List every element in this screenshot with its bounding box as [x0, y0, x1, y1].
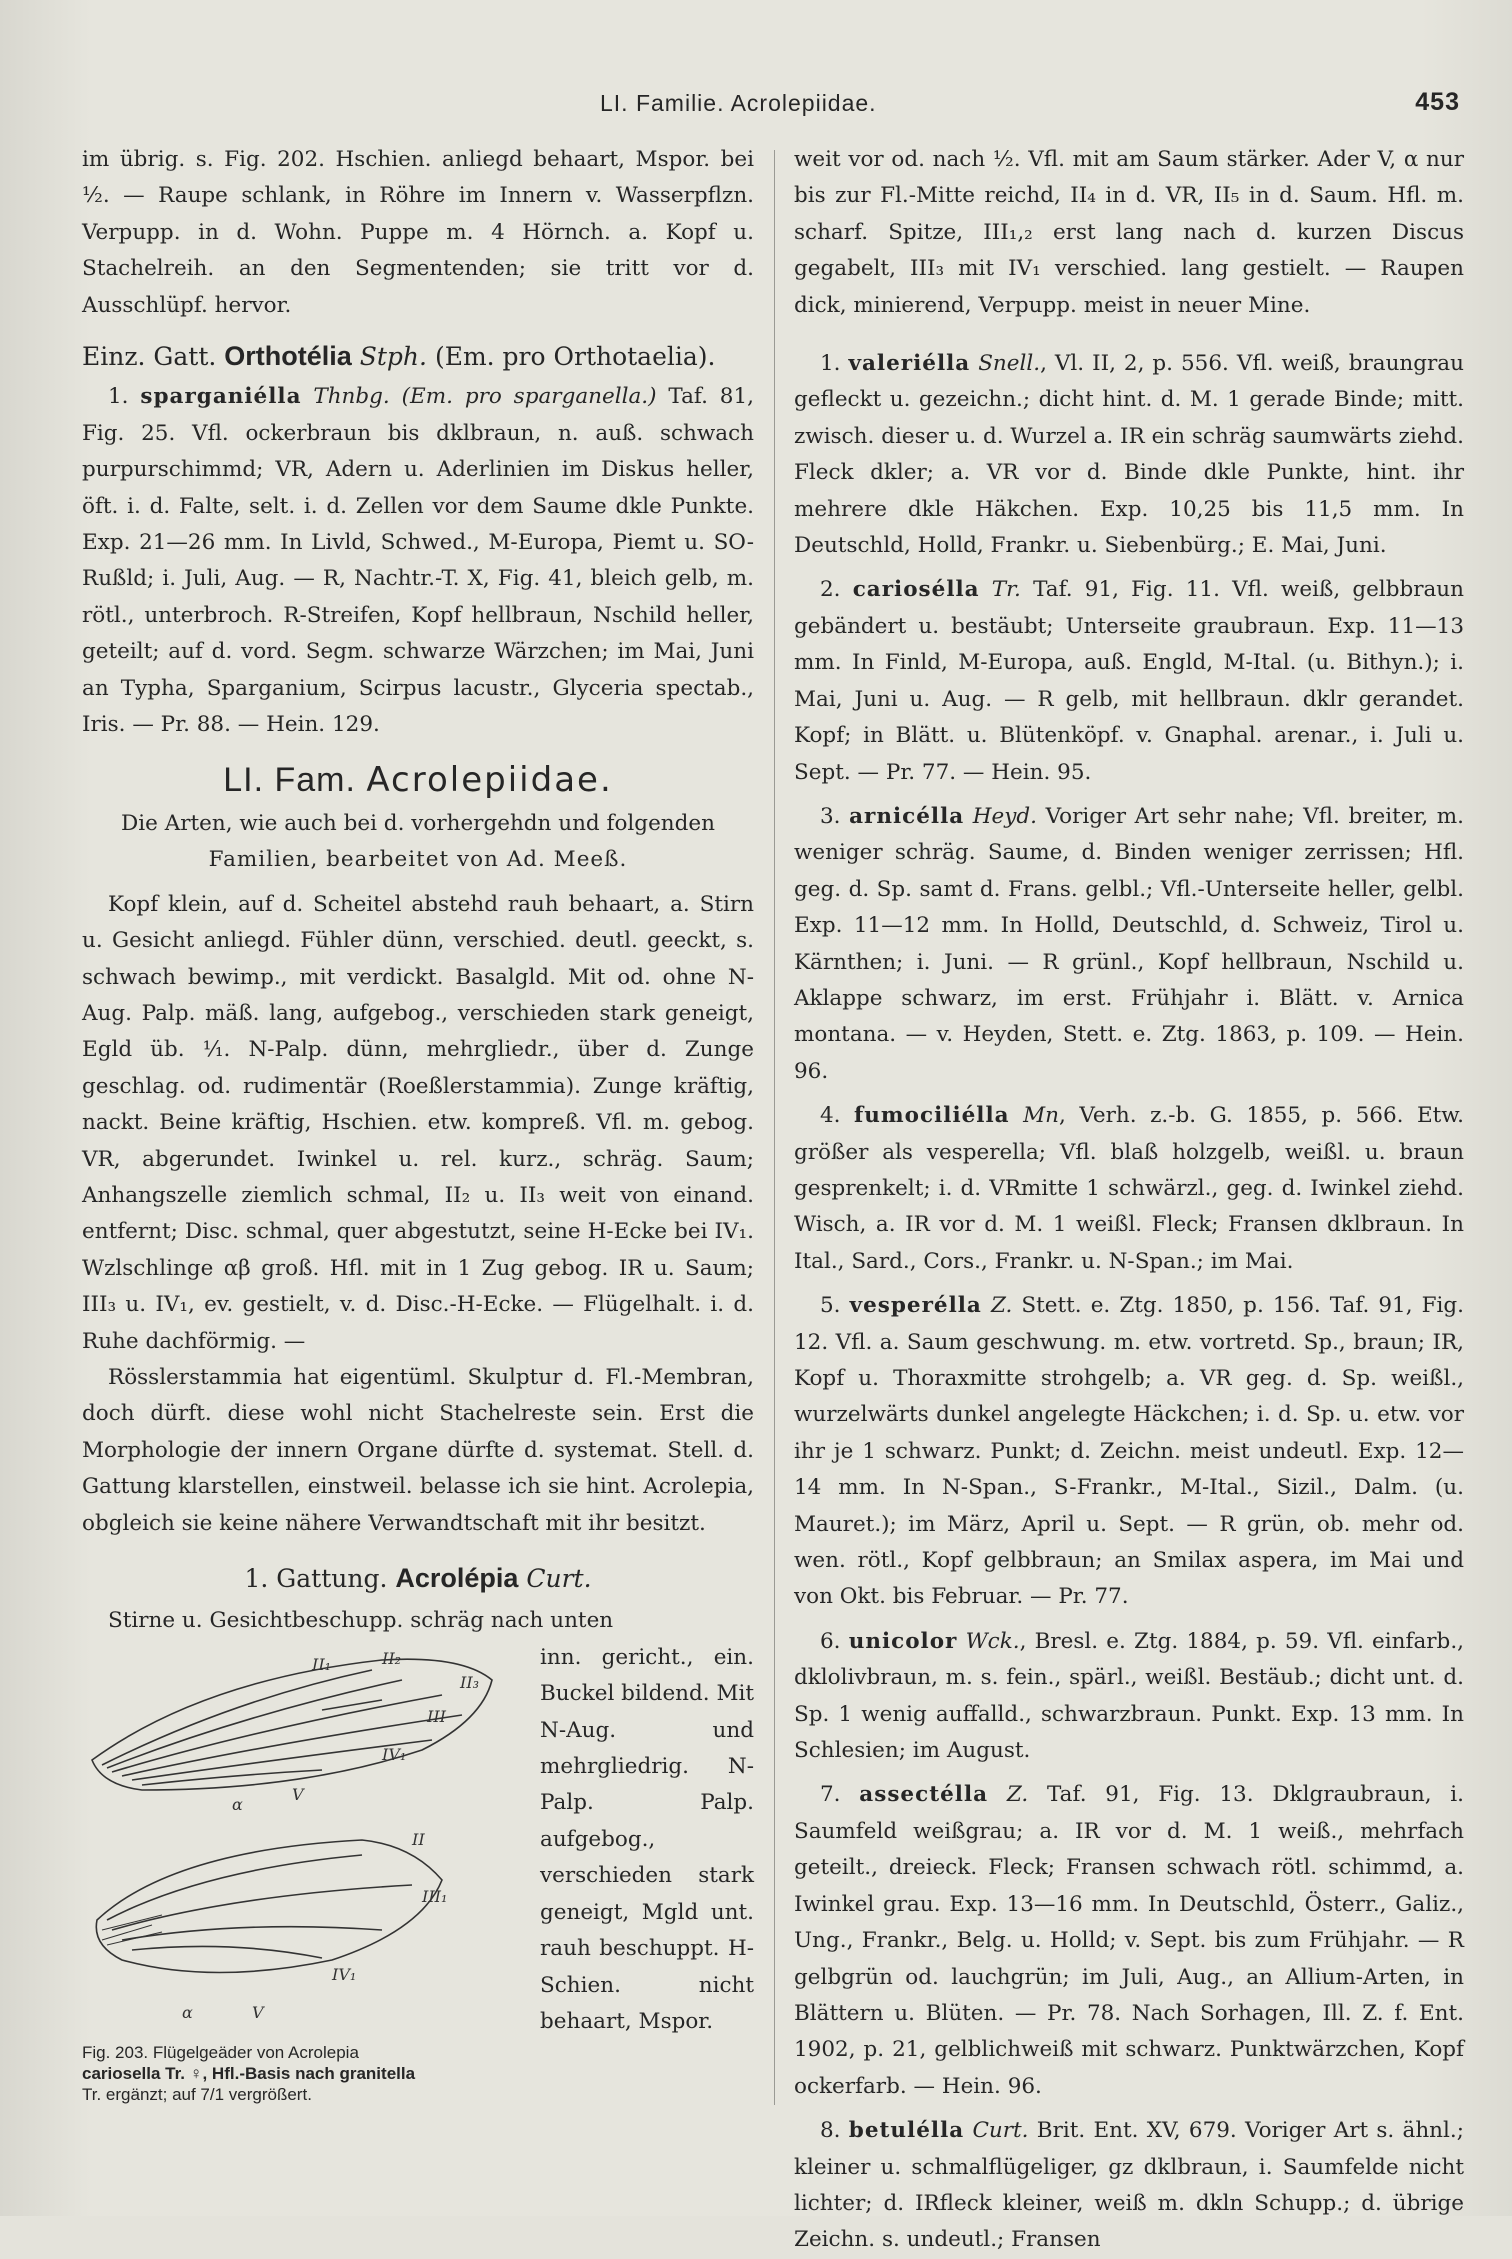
gattung-name: Acrolépia: [395, 1563, 519, 1594]
hindwing-outline: [96, 1840, 442, 1973]
family-subline-1: Die Arten, wie auch bei d. vorhergehdn und folgenden: [121, 810, 715, 836]
species-number: 4.: [820, 1103, 841, 1129]
right-column: [794, 142, 1464, 2259]
species-name: betulélla: [848, 2118, 965, 2144]
figure-caption-line: Tr. ergänzt; auf 7/1 vergrößert.: [82, 2084, 312, 2104]
species-author: Snell.: [978, 351, 1041, 377]
species-entry: [794, 572, 1464, 790]
fig-label: II₂: [382, 1648, 402, 1668]
family-name: Acrolepiidae.: [366, 759, 613, 800]
species-author: Z.: [990, 1293, 1013, 1319]
species-name: sparganiélla: [140, 384, 302, 410]
figure-block: [82, 1640, 754, 2110]
species-text: Brit. Ent. XV, 679. Voriger Art s. ähnl.; kleiner u. schmalflügeliger, gz dklbraun, i. Saumfelde nicht lichter; d. IRfleck kleiner, weiß m. dkln Schupp.; d. übrige Zeichn. s. undeutl.; Fransen: [794, 2118, 1464, 2253]
figure-caption: [82, 2042, 522, 2105]
species-author: Heyd.: [972, 803, 1038, 829]
species-text: Taf. 81, Fig. 25. Vfl. ockerbraun bis dklbraun, n. auß. schwach purpurschimmd; VR, Adern u. Aderlinien im Diskus heller, öft. i. d. Falte, selt. i. d. Zellen vor dem Saume dkle Punkte. Exp. 21—26 mm. In Livld, Schwed., M-Europa, Piemt u. SO-Rußld; i. Juli, Aug. — R, Nachtr.-T. X, Fig. 41, bleich gelb, m. rötl., unterbroch. R-Streifen, Kopf hellbraun, Nschild heller, geteilt; auf d. vord. Segm. schwarze Wärzchen; im Mai, Juni an Typha, Sparganium, Scirpus lacustr., Glyceria spectab., Iris. — Pr. 88. — Hein. 129.: [82, 384, 754, 738]
species-number: 2.: [820, 577, 841, 603]
species-name: unicolor: [848, 1628, 958, 1654]
species-entry: [794, 799, 1464, 1090]
species-entry: [794, 346, 1464, 564]
page-number: 453: [1415, 88, 1460, 116]
left-intro: im übrig. s. Fig. 202. Hschien. anliegd behaart, Mspor. bei ½. — Raupe schlank, in Röhre im Innern v. Wasserpflzn. Verpupp. in d. Wohn. Puppe m. 4 Hörnch. a. Kopf u. Stachelreih. an den Segmentenden; sie tritt vor d. Ausschlüpf. hervor.: [82, 147, 754, 318]
fig-label: V: [292, 1784, 304, 1804]
species-entry: [794, 1624, 1464, 1770]
column-divider: [774, 150, 775, 2105]
species-text: , Verh. z.-b. G. 1855, p. 566. Etw. größer als vesperella; Vfl. blaß holzgelb, weißl. u. braun gesprenkelt; i. d. VRmitte 1 schwärzl., geg. d. Iwinkel ziehd. Wisch, a. IR vor d. M. 1 weißl. Fleck; Fransen dklbraun. In Ital., Sard., Cors., Frankr. u. N-Span.; im Mai.: [794, 1103, 1464, 1274]
species-name: valeriélla: [848, 351, 971, 377]
species-number: 1.: [108, 384, 129, 410]
species-name: vesperélla: [849, 1293, 982, 1319]
left-column: [82, 142, 754, 2110]
fig-label: III₁: [422, 1886, 448, 1906]
fig-label: α: [232, 1794, 243, 1814]
species-name: assectélla: [859, 1782, 989, 1808]
species-number: 3.: [820, 803, 841, 829]
fig-label: α: [182, 2002, 193, 2022]
species-text: Taf. 91, Fig. 13. Dklgraubraun, i. Saumfeld weißgrau; a. IR vor d. M. 1 weiß., mehrfach geteilt., dreieck. Fleck; Fransen schwach rötl. schimmd, a. Iwinkel grau. Exp. 13—16 mm. In Deutschld, Österr., Galiz., Ung., Frankr., Belg. u. Holld; v. Sept. bis zum Frühjahr. — R gelbgrün od. lauchgrün; im Juli, Aug., an Allium-Arten, in Blättern u. Blüten. — Pr. 78. Nach Sorhagen, Ill. Z. f. Ent. 1902, p. 21, gelblichweiß mit schwarz. Punktwärzchen, Kopf ockerfarb. — Hein. 96.: [794, 1782, 1465, 2099]
species-author: Wck.: [965, 1628, 1020, 1654]
family-number: LI. Fam.: [223, 760, 356, 799]
species-name: fumociliélla: [854, 1103, 1010, 1129]
gattung-text-side: inn. gericht., ein. Buckel bildend. Mit N-Aug. und mehrgliedrig. N-Palp. Palp. aufgebog., verschieden stark geneigt, Mgld unt. rauh beschuppt. H-Schien. nicht behaart, Mspor.: [540, 1644, 754, 2034]
fig-label: II₃: [460, 1672, 480, 1692]
species-entry: [794, 1098, 1464, 1280]
family-remark: Rösslerstammia hat eigentüml. Skulptur d. Fl.-Membran, doch dürft. diese wohl nicht Stachelreste sein. Erst die Morphologie der innern Organe dürfte d. systemat. Stell. d. Gattung klarstellen, einstweil. belasse ich sie hint. Acrolepia, obgleich sie keine nähere Verwandtschaft mit ihr besitzt.: [82, 1365, 754, 1536]
genus-heading: [82, 338, 754, 375]
species-name: arnicélla: [849, 803, 965, 829]
gattung-heading: [82, 1560, 754, 1597]
gattung-text-full: Stirne u. Gesichtbeschupp. schräg nach unten: [108, 1608, 614, 1634]
species-entry: [794, 2113, 1464, 2259]
species-note: (Em. pro sparganella.): [401, 384, 657, 410]
species-author: Z.: [1006, 1782, 1029, 1808]
family-heading: [82, 759, 754, 800]
fig-label: III: [427, 1706, 446, 1726]
running-head: [0, 86, 1512, 126]
gattung-author: Curt.: [526, 1564, 592, 1594]
species-number: 7.: [820, 1782, 841, 1808]
genus-note: (Em. pro Orthotaelia).: [434, 342, 716, 372]
fig-label: IV₁: [382, 1744, 407, 1764]
species-number: 8.: [820, 2118, 841, 2144]
fig-label: V: [252, 2002, 264, 2022]
species-author: Tr.: [991, 577, 1021, 603]
species-author: Curt.: [972, 2118, 1029, 2144]
fig-label: II: [412, 1829, 425, 1849]
species-author: Thnbg.: [313, 384, 390, 410]
species-text: Stett. e. Ztg. 1850, p. 156. Taf. 91, Fig. 12. Vfl. a. Saum geschwung. m. etw. vortretd. Sp., braun; IR, Kopf u. Thoraxmitte strohgelb; a. VR geg. d. Sp. weißl., wurzelwärts dunkel angelegte Häckchen; i. d. Sp. u. etw. vor ihr je 1 schwarz. Punkt; d. Zeichn. meist undeutl. Exp. 12—14 mm. In N-Span., S-Frankr., M-Ital., Sizil., Dalm. (u. Mauret.); im März, April u. Sept. — R grün, ob. mehr od. wen. rötl., Kopf gelbbraun; an Smilax aspera, im Mai und von Okt. bis Februar. — Pr. 77.: [794, 1293, 1465, 1610]
species-entry: [82, 379, 754, 743]
species-text: Voriger Art sehr nahe; Vfl. breiter, m. weniger schräg. Saume, d. Binden weniger zerrissen; Hfl. geg. d. Sp. samt d. Frans. gelbl.; Vfl.-Unterseite heller, gelbl. Exp. 11—12 mm. In Holld, Deutschld, d. Schweiz, Tirol u. Kärnthen; i. Juni. — R grünl., Kopf hellbraun, Nschild u. Aklappe schwarz, im erst. Frühjahr i. Blätt. v. Arnica montana. — v. Heyden, Stett. e. Ztg. 1863, p. 109. — Hein. 96.: [794, 803, 1465, 1084]
species-entry: [794, 1288, 1464, 1616]
family-subline-2: Familien, bearbeitet von Ad. Meeß.: [208, 847, 628, 873]
family-description: Kopf klein, auf d. Scheitel abstehd rauh behaart, a. Stirn u. Gesicht anliegd. Fühler dünn, verschied. deutl. geeckt, s. schwach bewimp., mit verdickt. Basalgld. Mit od. ohne N-Aug. Palp. mäß. lang, aufgebog., verschieden stark geneigt, Egld üb. ⅟₁. N-Palp. dünn, mehrgliedr., über d. Zunge geschlag. od. rudimentär (Roeßlerstammia). Zunge kräftig, nackt. Beine kräftig, Hschien. etw. kompreß. Vfl. m. gebog. VR, abgerundet. Iwinkel u. rel. kurz., schräg. Saum; Anhangszelle ziemlich schmal, II₂ u. II₃ weit von einand. entfernt; Disc. schmal, quer abgestutzt, seine H-Ecke bei IV₁. Wzlschlinge αβ groß. Hfl. mit in 1 Zug gebog. IR u. Saum; III₃ u. IV₁, ev. gestielt, v. d. Disc.-H-Ecke. — Flügelhalt. i. d. Ruhe dachförmig. —: [82, 891, 754, 1354]
genus-name: Orthotélia: [224, 341, 352, 372]
wing-venation-figure: [82, 1640, 522, 2040]
right-intro: weit vor od. nach ½. Vfl. mit am Saum stärker. Ader V, α nur bis zur Fl.-Mitte reichd, II₄ in d. VR, II₅ in d. Saum. Hfl. m. scharf. Spitze, III₁,₂ erst lang nach d. kurzen Discus gegabelt, III₃ mit IV₁ verschied. lang gestielt. — Raupen dick, minierend, Verpupp. meist in neuer Mine.: [794, 147, 1464, 318]
species-number: 1.: [820, 351, 841, 377]
genus-author: Stph.: [359, 342, 427, 372]
fig-label: IV₁: [332, 1964, 357, 1984]
species-text: Taf. 91, Fig. 11. Vfl. weiß, gelbbraun gebändert u. bestäubt; Unterseite graubraun. Exp. 11—13 mm. In Finld, M-Europa, auß. Engld, M-Ital. (u. Bithyn.); i. Mai, Juni u. Aug. — R gelb, mit hellbraun. dklr gerandet. Kopf; in Blätt. u. Blütenköpf. v. Gnaphal. arenar., i. Juli u. Sept. — Pr. 77. — Hein. 95.: [794, 577, 1465, 785]
species-text: , Bresl. e. Ztg. 1884, p. 59. Vfl. einfarb., dklolivbraun, m. s. fein., spärl., weißl. Bestäub.; dicht unt. d. Sp. 1 wenig auffalld., schwarzbraun. Punkt. Exp. 13 mm. In Schlesien; im August.: [794, 1628, 1464, 1764]
fig-label: II₁: [312, 1654, 332, 1674]
figure-caption-line: Fig. 203. Flügelgeäder von Acrolepia: [82, 2042, 359, 2062]
species-number: 5.: [820, 1293, 841, 1319]
genus-heading-prefix: Einz. Gatt.: [82, 342, 217, 372]
species-name: cariosélla: [852, 577, 980, 603]
figure-caption-line: cariosella Tr. ♀, Hfl.-Basis nach granitella: [82, 2063, 416, 2083]
gattung-prefix: 1. Gattung.: [244, 1564, 388, 1594]
species-author: Mn: [1023, 1103, 1059, 1129]
species-number: 6.: [820, 1628, 841, 1654]
species-entry: [794, 1777, 1464, 2105]
running-title: LI. Familie. Acrolepiidae.: [600, 90, 877, 116]
species-text: , Vl. II, 2, p. 556. Vfl. weiß, braungrau gefleckt u. gezeichn.; dicht hint. d. M. 1 gerade Binde; mitt. zwisch. dieser u. d. Wurzel a. IR ein schräg saumwärts ziehd. Fleck dkler; a. VR vor d. Binde dkle Punkte, hint. ihr mehrere dkle Häkchen. Exp. 10,25 bis 11,5 mm. In Deutschld, Holld, Frankr. u. Siebenbürg.; E. Mai, Juni.: [794, 351, 1464, 559]
